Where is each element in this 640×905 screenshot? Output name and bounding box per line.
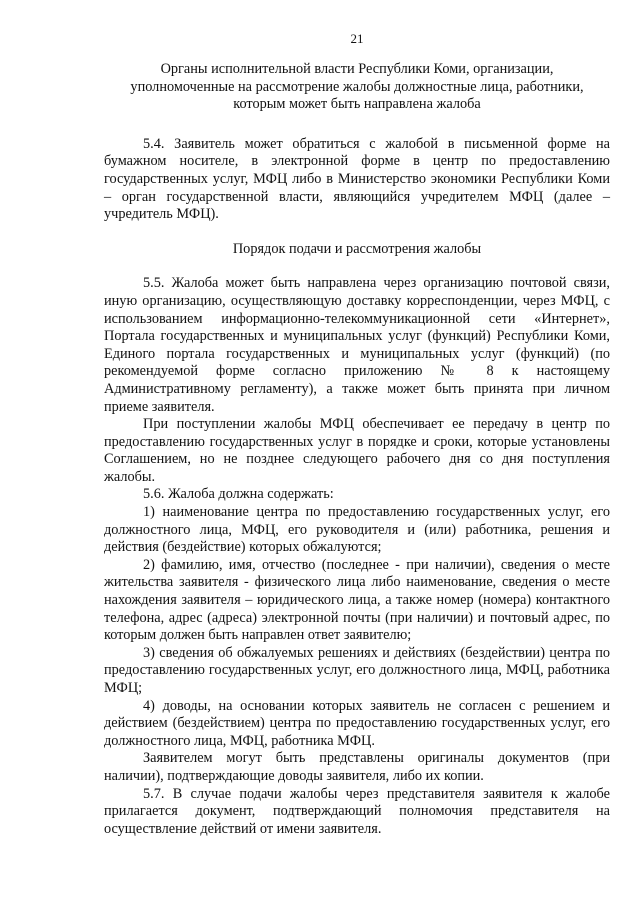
list-item-2: 2) фамилию, имя, отчество (последнее - при наличии), сведения о месте жительства заявителя - физического лица либо наименование, сведения о месте нахождения заявителя – юридического лица, а также номер (номера) контактного телефона, адрес (адреса) электронной почты (при наличии) и почтовый адрес, по которым должен быть направлен ответ заявителю;	[104, 556, 610, 644]
paragraph-5-7: 5.7. В случае подачи жалобы через представителя заявителя к жалобе прилагается документ, подтверждающий полномочия представителя на осуществление действий от имени заявителя.	[104, 785, 610, 837]
page-number: 21	[350, 31, 364, 46]
heading-line: которым может быть направлена жалоба	[233, 96, 481, 113]
paragraph-mfc-transfer: При поступлении жалобы МФЦ обеспечивает ее передачу в центр по предоставлению государственных услуг в порядке и сроки, которые установлены Соглашением, но не позднее следующего рабочего дня со дня поступления жалобы.	[104, 416, 610, 485]
list-item-1: 1) наименование центра по предоставлению государственных услуг, его должностного лица, МФЦ, его руководителя и (или) работника, решения и действия (бездействие) которых обжалуются;	[104, 504, 610, 556]
paragraph-5-4: 5.4. Заявитель может обратиться с жалобой в письменной форме на бумажном носителе, в электронной форме в центр по предоставлению государственных услуг, МФЦ либо в Министерство экономики Республики Коми – орган государственной власти, являющийся учредителем МФЦ (далее – учредитель МФЦ).	[104, 135, 610, 223]
list-item-3: 3) сведения об обжалуемых решениях и действиях (бездействии) центра по предоставлению государственных услуг, его должностного лица, МФЦ, работника МФЦ;	[104, 644, 610, 696]
paragraph-5-5: 5.5. Жалоба может быть направлена через организацию почтовой связи, иную организацию, осуществляющую доставку корреспонденции, через МФЦ, с использованием информационно-телекоммуникационной сети «Интернет», Портала государственных и муниципальных услуг (функций) Республики Коми, Единого портала государственных и муниципальных услуг (функций) (по рекомендуемой форме согласно приложению № 8 к настоящему Административному регламенту), а также может быть принята при личном приеме заявителя.	[104, 275, 610, 415]
heading-line: Органы исполнительной власти Республики Коми, организации,	[160, 61, 554, 77]
heading-line: уполномоченные на рассмотрение жалобы должностные лица, работники,	[130, 78, 584, 95]
list-item-4: 4) доводы, на основании которых заявитель не согласен с решением и действием (бездействием) центра по предоставлению государственных услуг, его должностного лица, МФЦ, работника МФЦ.	[104, 697, 610, 749]
paragraph-5-6: 5.6. Жалоба должна содержать:	[143, 486, 334, 503]
section-heading-authorities	[104, 61, 610, 114]
section-heading-procedure: Порядок подачи и рассмотрения жалобы	[232, 240, 482, 257]
document-page	[104, 30, 610, 838]
paragraph-originals: Заявителем могут быть представлены оригиналы документов (при наличии), подтверждающие доводы заявителя, либо их копии.	[104, 750, 610, 784]
